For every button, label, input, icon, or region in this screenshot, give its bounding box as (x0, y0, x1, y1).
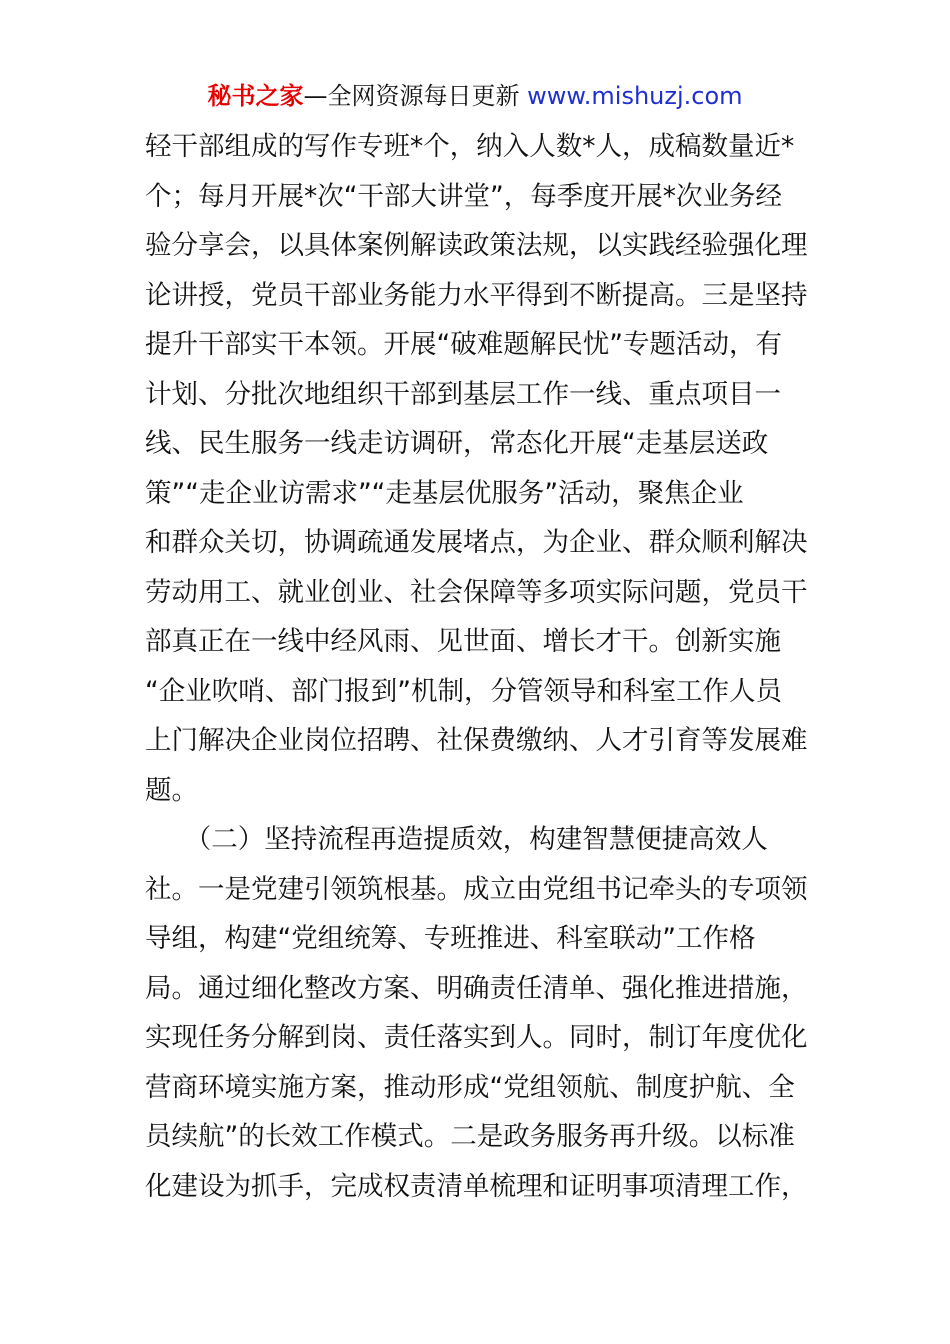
text-line: 化建设为抓手，完成权责清单梳理和证明事项清理工作， (145, 1170, 808, 1202)
text-line: 营商环境实施方案，推动形成“党组领航、制度护航、全 (145, 1071, 795, 1103)
site-brand: 秘书之家 (207, 82, 304, 110)
text-line: 部真正在一线中经风雨、见世面、增长才干。创新实施 (145, 626, 781, 657)
text-line: 策”“走企业访需求”“走基层优服务”活动，聚焦企业 (145, 477, 744, 509)
document-body (145, 122, 815, 1211)
text-line: 轻干部组成的写作专班*个，纳入人数*人，成稿数量近* (145, 131, 795, 162)
text-line: 局。通过细化整改方案、明确责任清单、强化推进措施， (145, 972, 808, 1004)
text-line: 劳动用工、就业创业、社会保障等多项实际问题，党员干 (145, 576, 808, 608)
text-line: 导组，构建“党组统筹、专班推进、科室联动”工作格 (145, 923, 756, 954)
site-url-link[interactable]: www.mishuzj.com (527, 82, 743, 110)
site-header (0, 80, 950, 112)
text-line: 提升干部实干本领。开展“破难题解民忧”专题活动，有 (145, 329, 782, 360)
text-line: 验分享会，以具体案例解读政策法规，以实践经验强化理 (145, 230, 808, 261)
text-line: 和群众关切，协调疏通发展堵点，为企业、群众顺利解决 (145, 527, 808, 558)
text-line: 实现任务分解到岗、责任落实到人。同时，制订年度优化 (145, 1022, 808, 1053)
text-line: 论讲授，党员干部业务能力水平得到不断提高。三是坚持 (145, 279, 808, 311)
text-line: 计划、分批次地组织干部到基层工作一线、重点项目一 (145, 378, 781, 410)
text-line: 线、民生服务一线走访调研，常态化开展“走基层送政 (145, 428, 769, 459)
text-line: 题。 (145, 774, 198, 806)
text-line: 员续航”的长效工作模式。二是政务服务再升级。以标准 (145, 1121, 795, 1152)
text-line: 社。一是党建引领筑根基。成立由党组书记牵头的专项领 (145, 873, 808, 905)
section-heading-line: （二）坚持流程再造提质效，构建智慧便捷高效人 (145, 824, 768, 855)
site-tagline: —全网资源每日更新 (303, 82, 520, 110)
text-line: “企业吹哨、部门报到”机制，分管领导和科室工作人员 (145, 675, 782, 707)
text-line: 个；每月开展*次“干部大讲堂”，每季度开展*次业务经 (145, 180, 782, 212)
text-line: 上门解决企业岗位招聘、社保费缴纳、人才引育等发展难 (145, 725, 808, 756)
